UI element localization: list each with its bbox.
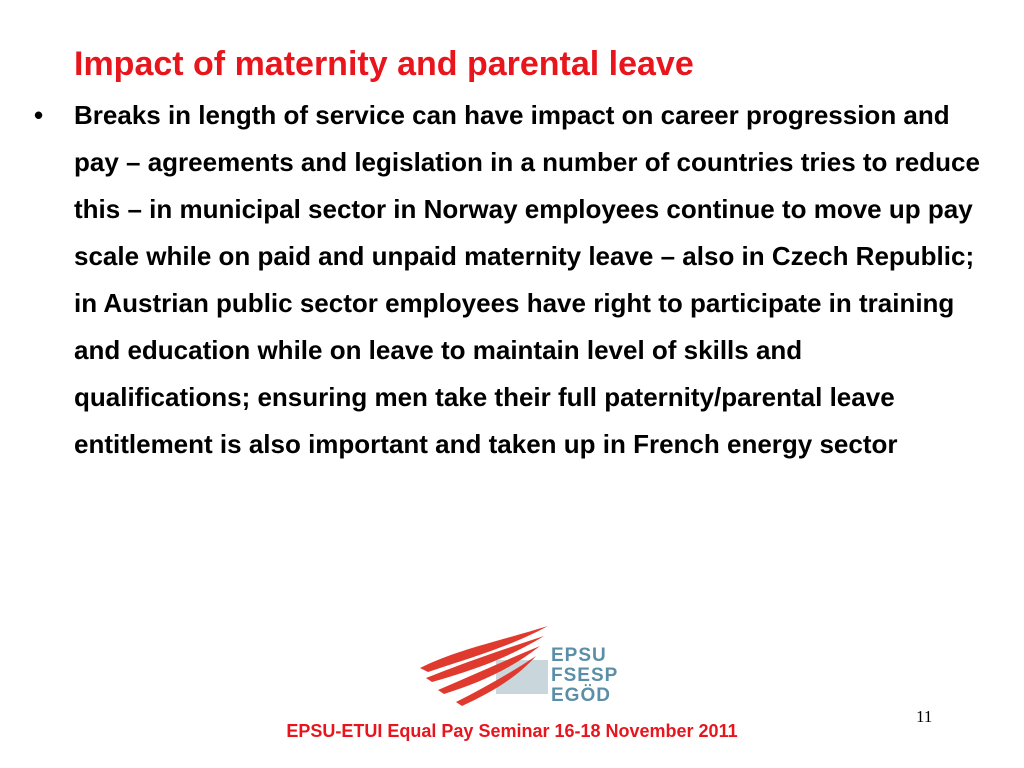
logo-text-egod: EGÖD [551,685,611,706]
bullet-list [32,92,982,468]
slide-title: Impact of maternity and parental leave [74,45,694,83]
epsu-logo-mark [416,620,551,710]
logo-text-epsu: EPSU [551,645,607,666]
bullet-marker: • [34,100,44,130]
page-number: 11 [916,707,933,726]
epsu-logo [416,620,619,710]
logo-text-fsesp: FSESP [551,665,619,686]
bullet-item [32,92,982,468]
bullet-text: Breaks in length of service can have impact on career progression and pay – agreements and legislation in a number of countries tries to reduce this – in municipal sector in Norway employees continue to move up pay scale while on paid and unpaid maternity leave – also in Czech Republic; in Austrian public sector employees have right to participate in training and education while on leave to maintain level of skills and qualifications; ensuring men take their full paternity/parental leave entitlement is also important and taken up in French energy sector [74,100,980,459]
footer-text: EPSU-ETUI Equal Pay Seminar 16-18 November 2011 [286,721,738,741]
